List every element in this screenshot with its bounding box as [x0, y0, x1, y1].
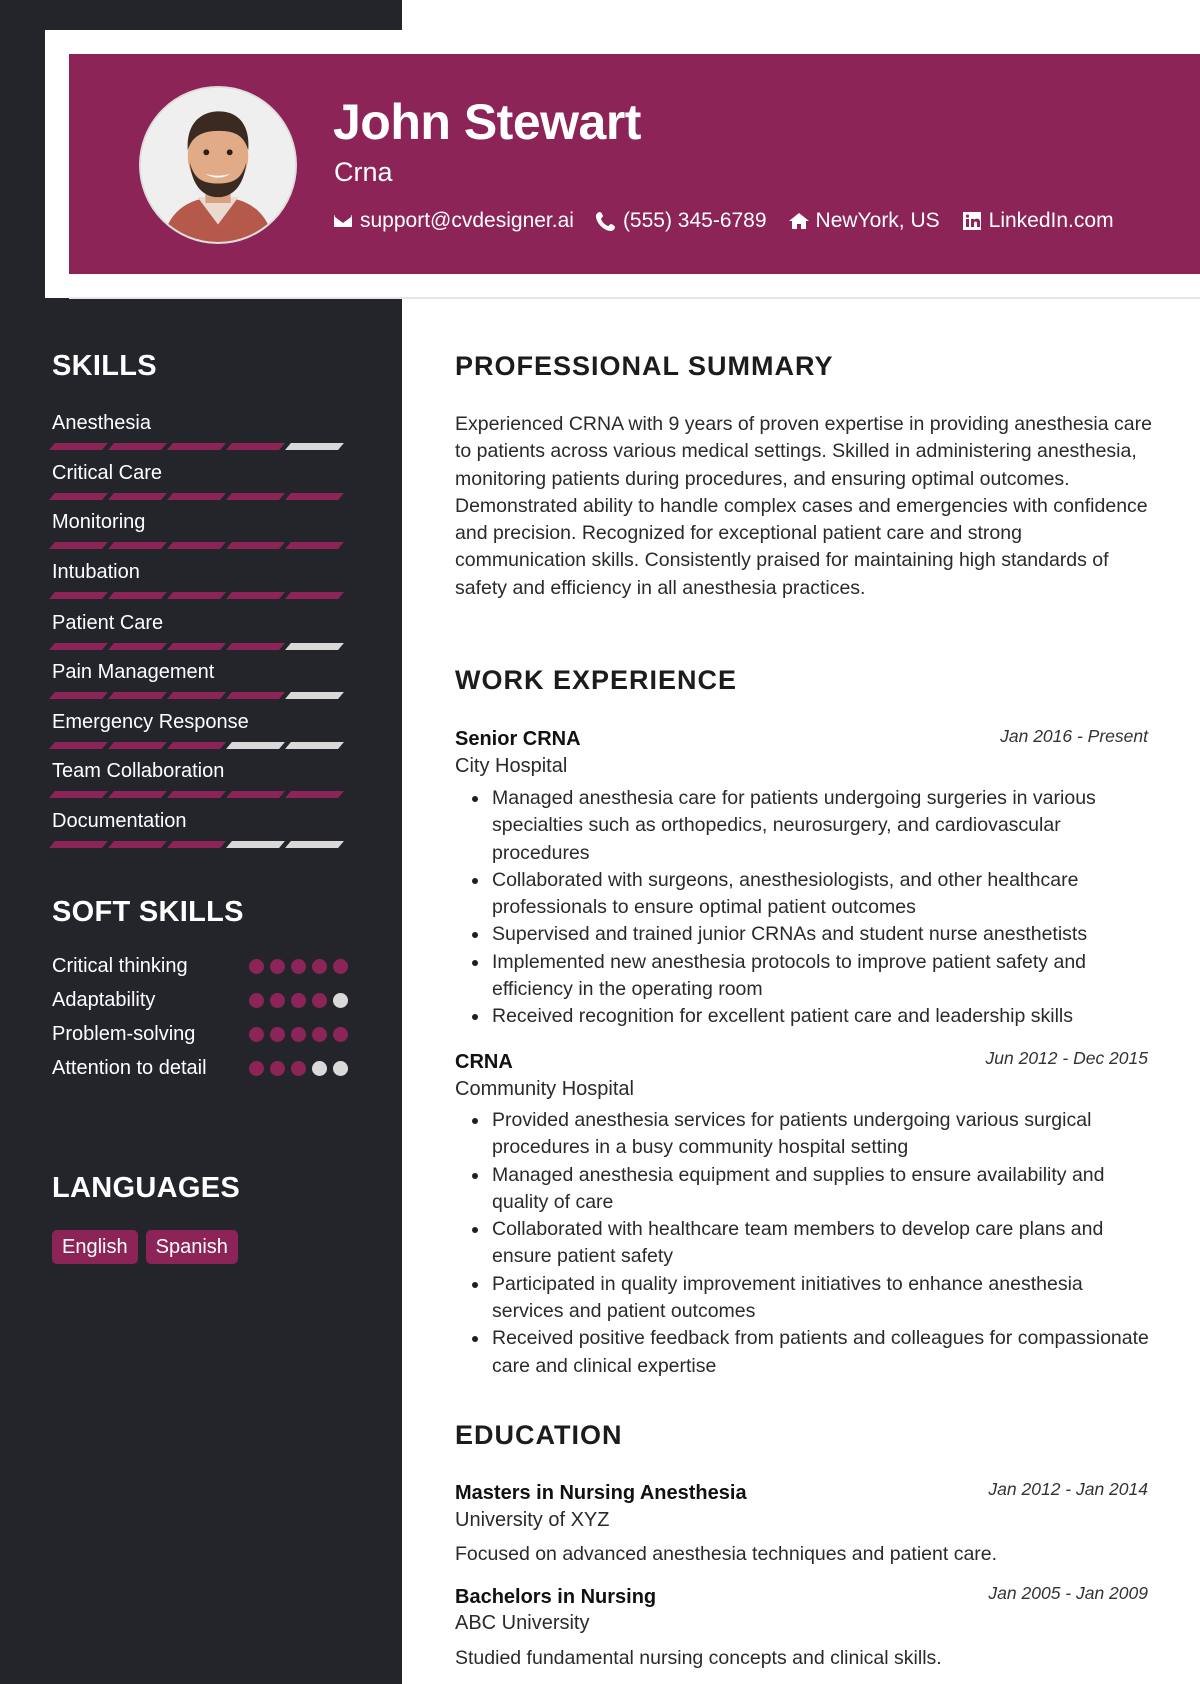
skill-level-segment — [49, 841, 108, 848]
list-item: Managed anesthesia equipment and supplies to ensure availability and quality of care — [492, 1162, 1152, 1217]
skill-name: Emergency Response — [52, 711, 249, 733]
soft-skill-item — [52, 952, 348, 981]
skill-level-segment — [285, 592, 344, 599]
skill-level-segment — [108, 841, 167, 848]
list-item: Implemented new anesthesia protocols to improve patient safety and efficiency in the operating room — [492, 949, 1152, 1004]
soft-skill-item — [52, 986, 348, 1015]
skill-level-segment — [108, 542, 167, 549]
skill-level-segment — [285, 841, 344, 848]
candidate-name: John Stewart — [333, 94, 641, 150]
soft-skill-rating — [243, 959, 348, 981]
contact-location-text: NewYork, US — [815, 209, 940, 232]
list-item: Participated in quality improvement initiatives to enhance anesthesia services and patient outcomes — [492, 1271, 1152, 1326]
skill-level-segment — [108, 692, 167, 699]
job-organization: Community Hospital — [455, 1078, 634, 1100]
skills-heading: SKILLS — [52, 350, 157, 382]
experience-heading: WORK EXPERIENCE — [455, 665, 738, 695]
skill-level-segment — [108, 742, 167, 749]
rating-dot — [291, 959, 306, 974]
rating-dot — [249, 1061, 264, 1076]
rating-dot — [270, 1027, 285, 1042]
candidate-role: Crna — [334, 157, 393, 187]
skill-level-segment — [167, 542, 226, 549]
skill-level-segment — [226, 542, 285, 549]
soft-skill-name: Adaptability — [52, 989, 156, 1011]
skill-level-segment — [49, 542, 108, 549]
soft-skill-rating — [243, 1061, 348, 1083]
skill-level-bar — [52, 841, 348, 848]
languages-list — [52, 1230, 246, 1264]
skill-level-segment — [226, 643, 285, 650]
skill-level-segment — [167, 643, 226, 650]
languages-heading: LANGUAGES — [52, 1172, 240, 1204]
soft-skill-item — [52, 1054, 348, 1083]
degree-description: Studied fundamental nursing concepts and clinical skills. — [455, 1647, 942, 1669]
skill-level-segment — [108, 592, 167, 599]
linkedin-icon — [962, 211, 982, 231]
skill-item — [52, 809, 348, 848]
header-divider — [69, 297, 1200, 299]
contact-linkedin-text: LinkedIn.com — [988, 209, 1114, 232]
school-name: ABC University — [455, 1612, 590, 1634]
skill-level-segment — [49, 692, 108, 699]
list-item: Supervised and trained junior CRNAs and student nurse anesthetists — [492, 921, 1152, 948]
soft-skill-item — [52, 1020, 348, 1049]
skill-level-bar — [52, 791, 348, 798]
skill-name: Critical Care — [52, 462, 163, 484]
list-item: Received recognition for excellent patient care and leadership skills — [492, 1003, 1152, 1030]
skill-item — [52, 510, 348, 549]
rating-dot — [291, 1027, 306, 1042]
job-bullets — [492, 1107, 1152, 1380]
rating-dot — [312, 993, 327, 1008]
summary-heading: PROFESSIONAL SUMMARY — [455, 351, 834, 381]
skill-level-segment — [167, 592, 226, 599]
language-badge: Spanish — [146, 1230, 238, 1264]
job-bullets — [492, 785, 1152, 1031]
language-badge: English — [52, 1230, 138, 1264]
rating-dot — [312, 959, 327, 974]
skill-level-segment — [285, 542, 344, 549]
skill-level-segment — [226, 841, 285, 848]
skill-level-bar — [52, 692, 348, 699]
skill-level-segment — [226, 592, 285, 599]
skill-level-segment — [49, 443, 108, 450]
skill-level-segment — [285, 643, 344, 650]
rating-dot — [249, 1027, 264, 1042]
skill-level-segment — [285, 742, 344, 749]
skill-level-segment — [285, 791, 344, 798]
contact-linkedin[interactable] — [962, 209, 1114, 233]
contact-list — [333, 205, 1136, 237]
skill-name: Intubation — [52, 561, 140, 583]
skill-level-segment — [108, 791, 167, 798]
rating-dot — [249, 959, 264, 974]
skill-name: Documentation — [52, 810, 187, 832]
soft-skill-name: Attention to detail — [52, 1057, 207, 1079]
skill-item — [52, 660, 348, 699]
skill-level-segment — [226, 791, 285, 798]
job-date: Jan 2016 - Present — [1000, 726, 1148, 746]
skill-level-segment — [108, 493, 167, 500]
rating-dot — [333, 1061, 348, 1076]
soft-skill-name: Problem-solving — [52, 1023, 196, 1045]
skill-level-segment — [49, 643, 108, 650]
rating-dot — [312, 1027, 327, 1042]
list-item: Collaborated with surgeons, anesthesiologists, and other healthcare professionals to ensure optimal patient outcomes — [492, 867, 1152, 922]
rating-dot — [291, 1061, 306, 1076]
phone-icon — [596, 211, 616, 231]
skill-level-segment — [167, 841, 226, 848]
skill-level-segment — [167, 742, 226, 749]
rating-dot — [312, 1061, 327, 1076]
skill-level-segment — [226, 443, 285, 450]
skill-level-bar — [52, 542, 348, 549]
avatar — [139, 86, 297, 244]
rating-dot — [333, 993, 348, 1008]
rating-dot — [291, 993, 306, 1008]
skill-level-segment — [167, 443, 226, 450]
skill-level-bar — [52, 592, 348, 599]
rating-dot — [270, 1061, 285, 1076]
contact-location[interactable] — [789, 209, 940, 233]
skill-name: Pain Management — [52, 661, 215, 683]
soft-skills-heading: SOFT SKILLS — [52, 896, 244, 928]
skill-level-segment — [285, 692, 344, 699]
skill-item — [52, 560, 348, 599]
skill-item — [52, 411, 348, 450]
skill-level-segment — [167, 692, 226, 699]
degree-title: Masters in Nursing Anesthesia — [455, 1482, 747, 1504]
skill-level-segment — [108, 443, 167, 450]
soft-skill-rating — [243, 1027, 348, 1049]
skill-level-bar — [52, 443, 348, 450]
skill-level-segment — [226, 692, 285, 699]
home-icon — [789, 211, 809, 231]
rating-dot — [249, 993, 264, 1008]
skill-level-bar — [52, 493, 348, 500]
skill-name: Monitoring — [52, 511, 146, 533]
skill-level-segment — [285, 443, 344, 450]
degree-description: Focused on advanced anesthesia techniques and patient care. — [455, 1543, 998, 1565]
rating-dot — [270, 993, 285, 1008]
skill-name: Team Collaboration — [52, 760, 225, 782]
skill-name: Anesthesia — [52, 412, 151, 434]
soft-skill-name: Critical thinking — [52, 955, 188, 977]
skill-item — [52, 710, 348, 749]
contact-phone[interactable] — [596, 209, 767, 233]
list-item: Provided anesthesia services for patients undergoing various surgical procedures in a busy community hospital setting — [492, 1107, 1152, 1162]
profile-photo-icon — [141, 88, 295, 242]
contact-email-text: support@cvdesigner.ai — [360, 209, 574, 232]
skill-level-segment — [49, 592, 108, 599]
list-item: Received positive feedback from patients and colleagues for compassionate care and clinical expertise — [492, 1325, 1152, 1380]
skill-level-segment — [167, 791, 226, 798]
envelope-icon — [333, 211, 353, 231]
job-organization: City Hospital — [455, 755, 568, 777]
skill-level-segment — [226, 742, 285, 749]
soft-skill-rating — [243, 993, 348, 1015]
skill-level-bar — [52, 643, 348, 650]
job-title: Senior CRNA — [455, 728, 581, 750]
job-title: CRNA — [455, 1051, 513, 1073]
list-item: Collaborated with healthcare team members to develop care plans and ensure patient safety — [492, 1216, 1152, 1271]
rating-dot — [333, 1027, 348, 1042]
list-item: Managed anesthesia care for patients undergoing surgeries in various specialties such as orthopedics, neurosurgery, and cardiovascular procedures — [492, 785, 1152, 867]
skill-name: Patient Care — [52, 612, 164, 634]
skill-level-bar — [52, 742, 348, 749]
school-name: University of XYZ — [455, 1509, 610, 1531]
degree-date: Jan 2005 - Jan 2009 — [988, 1583, 1148, 1603]
degree-date: Jan 2012 - Jan 2014 — [988, 1479, 1148, 1499]
degree-title: Bachelors in Nursing — [455, 1586, 657, 1608]
skill-level-segment — [49, 742, 108, 749]
summary-text: Experienced CRNA with 9 years of proven expertise in providing anesthesia care to patients across various medical settings. Skilled in administering anesthesia, monitoring patients during procedures, and ensuring optimal outcomes. Demonstrated ability to handle complex cases and emergencies with confidence and precision. Recognized for exceptional patient care and strong communication skills. Consistently praised for maintaining high standards of safety and efficiency in all anesthesia practices. — [455, 413, 1152, 599]
skill-item — [52, 611, 348, 650]
skill-level-segment — [285, 493, 344, 500]
skill-level-segment — [167, 493, 226, 500]
skill-item — [52, 759, 348, 798]
skill-level-segment — [49, 493, 108, 500]
rating-dot — [270, 959, 285, 974]
skill-item — [52, 461, 348, 500]
job-date: Jun 2012 - Dec 2015 — [985, 1048, 1148, 1068]
contact-email[interactable] — [333, 209, 574, 233]
contact-phone-text: (555) 345-6789 — [622, 209, 767, 232]
skill-level-segment — [49, 791, 108, 798]
skill-level-segment — [108, 643, 167, 650]
education-heading: EDUCATION — [455, 1420, 623, 1450]
rating-dot — [333, 959, 348, 974]
skill-level-segment — [226, 493, 285, 500]
